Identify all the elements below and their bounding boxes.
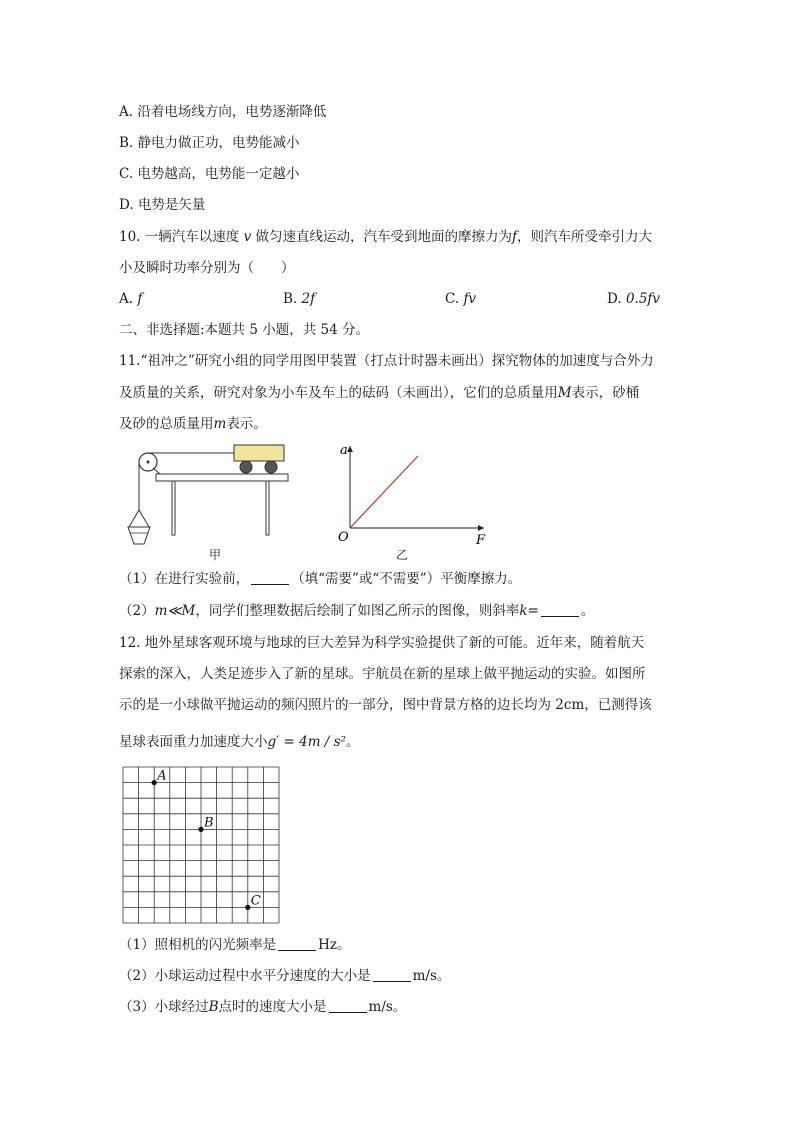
q10-stem-line2: 小及瞬时功率分别为（ ） <box>119 260 295 276</box>
var-f: f <box>512 229 518 245</box>
figure-yi-caption: 乙 <box>396 548 409 562</box>
q10-option-a: A. f <box>119 291 143 307</box>
flash-photo-grid <box>122 766 280 926</box>
cart-wheel-right <box>265 461 277 473</box>
grid-point-label-c: C <box>250 893 261 909</box>
table-leg-left <box>172 481 175 535</box>
answer-blank[interactable] <box>329 998 367 1013</box>
cart-wheel-left <box>240 461 252 473</box>
var-v: v <box>243 229 252 245</box>
q9-option-a: A. 沿着电场线方向，电势逐渐降低 <box>119 104 327 120</box>
graph-origin-label: O <box>338 530 349 545</box>
q9-option-c: C. 电势越高，电势能一定越小 <box>119 166 300 182</box>
q10-option-d: D. 0.5fv <box>607 291 661 307</box>
q11-sub2: （2）m≪M，同学们整理数据后绘制了如图乙所示的图像，则斜率k= 。 <box>119 603 595 619</box>
figure-jia-caption: 甲 <box>209 548 222 562</box>
answer-blank[interactable] <box>373 967 411 982</box>
var-m: m <box>213 416 227 432</box>
q12-stem-line4: 星球表面重力加速度大小g′ = 4m / s²。 <box>119 734 360 750</box>
q12-sub3: （3）小球经过B点时的速度大小是 m/s。 <box>119 999 407 1015</box>
grid-point-label-b: B <box>204 815 214 831</box>
graph-y-label: a <box>340 443 348 458</box>
q10-stem-line1: 10. 一辆汽车以速度 v 做匀速直线运动，汽车受到地面的摩擦力为f，则汽车所受牵引力大 <box>119 229 653 245</box>
answer-blank[interactable] <box>251 570 289 585</box>
q12-sub1: （1）照相机的闪光频率是 Hz。 <box>119 937 351 953</box>
q12-stem-line2: 探索的深入，人类足迹步入了新的星球。宇航员在新的星球上做平抛运动的实验。如图所 <box>119 666 646 682</box>
figure-yi-graph <box>330 440 500 550</box>
q12-stem-line3: 示的是一小球做平抛运动的频闪照片的一部分，图中背景方格的边长均为 2cm，已测得该 <box>119 697 652 713</box>
q9-option-d: D. 电势是矢量 <box>119 197 206 213</box>
q10-option-b: B. 2f <box>283 291 316 307</box>
q9-option-b: B. 静电力做正功，电势能减小 <box>119 135 300 151</box>
graph-x-label: F <box>476 533 486 548</box>
q11-stem-line3: 及砂的总质量用m表示。 <box>119 416 267 432</box>
var-M: M <box>557 385 572 401</box>
q11-stem-line2: 及质量的关系，研究对象为小车及车上的砝码（未画出），它们的总质量用M表示，砂桶 <box>119 385 640 401</box>
answer-blank[interactable] <box>278 936 316 951</box>
gravity-formula: g′ = 4m / s² <box>267 734 346 750</box>
q12-sub2: （2）小球运动过程中水平分速度的大小是 m/s。 <box>119 968 451 984</box>
grid-point-label-a: A <box>157 768 167 784</box>
answer-blank[interactable] <box>541 602 579 617</box>
grid-point-b <box>198 827 203 832</box>
sand-bucket-icon <box>128 527 150 544</box>
graph-line <box>350 456 418 528</box>
q12-stem-line1: 12. 地外星球客观环境与地球的巨大差异为科学实验提供了新的可能。近年来，随着航天 <box>119 635 645 651</box>
table-top <box>156 474 288 481</box>
section-heading: 二、非选择题:本题共 5 小题，共 54 分。 <box>119 322 369 338</box>
table-leg-right <box>266 481 269 535</box>
grid-point-c <box>245 905 250 910</box>
q10-option-c: C. fv <box>445 291 477 307</box>
q11-sub1: （1）在进行实验前， （填“需要”或“不需要”）平衡摩擦力。 <box>119 571 522 587</box>
q11-stem-line1: 11.“祖冲之”研究小组的同学用图甲装置（打点计时器未画出）探究物体的加速度与合外力 <box>119 353 654 369</box>
cart-icon <box>234 445 284 461</box>
grid-point-a <box>152 780 157 785</box>
